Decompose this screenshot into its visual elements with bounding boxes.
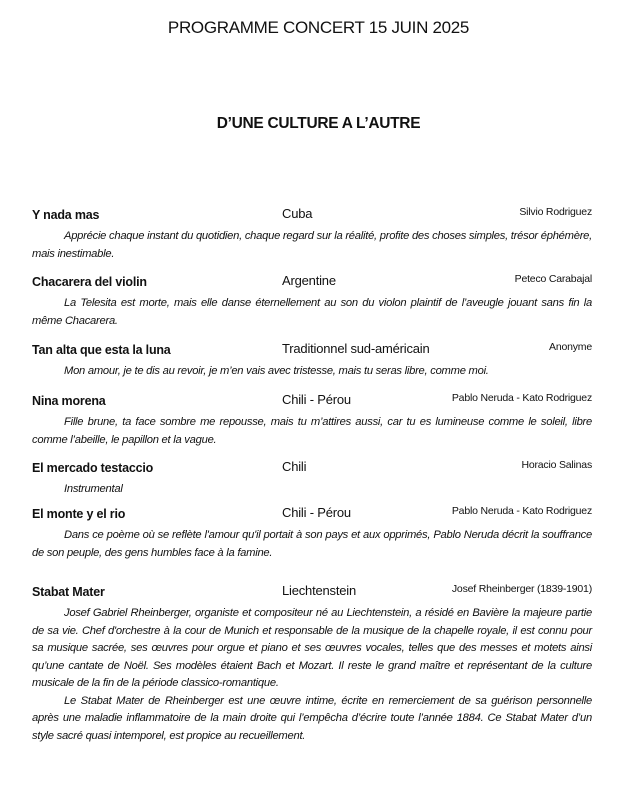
- song-title: El monte y el rio: [32, 507, 126, 521]
- program-item: [32, 461, 592, 499]
- program-item: [32, 275, 592, 330]
- description-paragraph: Josef Gabriel Rheinberger, organiste et compositeur né au Liechtenstein, a résidé en Bavière la majeure partie de sa vie. Chef d'orchestre à la cour de Munich et responsable de la musique de la chapelle royale, il est connu pour sa musique sacrée, ses œuvres pour orgue et piano et ses œuvres vocales, telles que des messes et motets ainsi qu’une cantate de Noël. Ses modèles étaient Bach et Mozart. Il reste le grand maître et représentant de la culture musicale de la fin de la période classico-romantique.: [32, 607, 592, 689]
- description-paragraph: Le Stabat Mater de Rheinberger est une œuvre intime, écrite en remerciement de sa guérison personnelle après une maladie inflammatoire de la main droite qui l’empêcha d’écrire toute l’année 1884. Ce Stabat Mater d’un style sacré quasi intemporel, est propice au recueillement.: [32, 694, 592, 742]
- program-item: [32, 343, 592, 381]
- song-composer: Pablo Neruda - Kato Rodriguez: [451, 392, 592, 404]
- program-item: [32, 208, 592, 263]
- song-description: [32, 605, 592, 745]
- song-composer: Silvio Rodriguez: [519, 206, 592, 218]
- song-description: Fille brune, ta face sombre me repousse, mais tu m’attires aussi, car tu es lumineuse comme le soleil, libre comme l’abeille, le papillon et la vague.: [32, 416, 592, 446]
- song-title: El mercado testaccio: [32, 461, 154, 475]
- song-title: Chacarera del violin: [32, 275, 147, 289]
- song-title: Tan alta que esta la luna: [32, 343, 171, 357]
- song-origin: Traditionnel sud-américain: [282, 341, 430, 356]
- song-composer: Anonyme: [549, 341, 592, 353]
- song-composer: Horacio Salinas: [521, 459, 592, 471]
- song-description: Apprécie chaque instant du quotidien, chaque regard sur la réalité, profite des choses simples, trésor éphémère, mais inestimable.: [32, 230, 592, 260]
- song-origin: Liechtenstein: [282, 583, 357, 598]
- song-origin: Chili - Pérou: [282, 392, 351, 407]
- page-title: PROGRAMME CONCERT 15 JUIN 2025: [167, 18, 470, 37]
- song-origin: Chili: [282, 459, 307, 474]
- song-composer: Pablo Neruda - Kato Rodriguez: [451, 505, 592, 517]
- song-composer: Peteco Carabajal: [514, 273, 592, 285]
- song-origin: Cuba: [282, 206, 313, 221]
- song-title: Stabat Mater: [32, 585, 105, 599]
- song-title: Nina morena: [32, 394, 106, 408]
- song-description: Dans ce poème où se reflète l'amour qu'il portait à son pays et aux opprimés, Pablo Neruda décrit la souffrance de son peuple, des gens humbles face à la famine.: [32, 529, 592, 559]
- song-origin: Chili - Pérou: [282, 505, 351, 520]
- program-item: [32, 507, 592, 562]
- program-item: [32, 394, 592, 449]
- program-item: [32, 585, 592, 745]
- song-description: Mon amour, je te dis au revoir, je m’en vais avec tristesse, mais tu seras libre, comme moi.: [64, 365, 489, 377]
- song-title: Y nada mas: [32, 208, 100, 222]
- song-description: La Telesita est morte, mais elle danse éternellement au son du violon plaintif de l’aveugle jouant sans fin la même Chacarera.: [32, 297, 592, 327]
- song-composer: Josef Rheinberger (1839-1901): [451, 583, 592, 595]
- program-subtitle: D’UNE CULTURE A L’AUTRE: [216, 115, 421, 132]
- song-origin: Argentine: [282, 273, 336, 288]
- song-description: Instrumental: [64, 483, 123, 495]
